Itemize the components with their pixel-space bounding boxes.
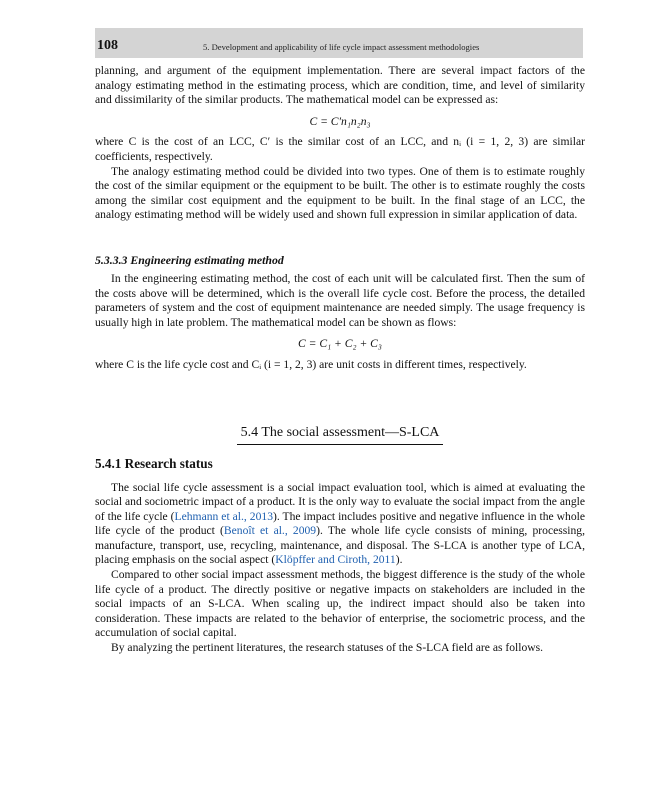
subsubsection-heading: 5.3.3.3 Engineering estimating method (95, 252, 284, 267)
analogy-paragraph-1: planning, and argument of the equipment implementation. There are several impact factors of the analogy estimating method in the estimating process, which are condition, time, and level of similarity and dissimilarity of the similar products. The mathematical model can be expressed as: (95, 64, 585, 107)
citation-klopffer[interactable]: Klöpffer and Ciroth, 2011 (275, 553, 396, 567)
section-heading-wrap (95, 423, 585, 445)
equation-engineering: C = C₁ + C₂ + C₃ (298, 337, 382, 351)
slca-paragraph-2: Compared to other social impact assessment methods, the biggest difference is the study of the whole life cycle of a product. The directly positive or negative impacts on stakeholders are included in the social impacts of an S-LCA. When scaling up, the indirect impact should also be taken into consideration. These impacts are related to the behavior of enterprise, the sociometric process, and the accumulation of social capital. (95, 568, 585, 640)
engineering-paragraph-1: In the engineering estimating method, the cost of each unit will be calculated first. Then the sum of the costs above will be determined, which is the overall life cycle cost. Before the process, the detailed parameters of system and the cost of equipment maintenance are needed simply. The usage frequency is usually high in late problem. The mathematical model can be shown as flows: (95, 271, 585, 329)
slca-paragraph-1 (95, 481, 585, 569)
analogy-paragraph-3: The analogy estimating method could be divided into two types. One of them is to estimate roughly the cost of the similar equipment or the equipment to be built. The other is to estimate roughly the costs among the similar cost equipment and the equipment to be built. In the final stage of an LCC, the analogy estimating method will be widely used and shown full expression in similar application of data. (95, 164, 585, 222)
section-heading: 5.4 The social assessment—S-LCA (237, 425, 444, 445)
slca-text-c: ). The whole life cycle consists of mining, processing, manufacture, transport, use, recycling, maintenance, and disposal. The S-LCA is another type of LCA, placing emphasis on the social aspect ( (95, 524, 585, 567)
citation-benoit[interactable]: Benoît et al., 2009 (223, 524, 317, 538)
slca-text-b: ). The impact includes positive and negative influence in the whole life cycle of the product ( (95, 509, 585, 538)
engineering-paragraph-2: where C is the life cycle cost and Cᵢ (i = 1, 2, 3) are unit costs in different times, respectively. (95, 357, 527, 371)
running-header (95, 28, 583, 58)
slca-text-a: The social life cycle assessment is a social impact evaluation tool, which is aimed at evaluating the social and sociometric impact of a product. It is the only way to evaluate the social impact from the angle of the life cycle ( (95, 480, 585, 523)
running-title: 5. Development and applicability of life cycle impact assessment methodologies (203, 42, 480, 52)
page-body (95, 64, 585, 656)
citation-lehmann[interactable]: Lehmann et al., 2013 (174, 509, 273, 523)
equation-analogy: C = C′n₁n₂n₃ (309, 114, 371, 128)
slca-paragraph-3: By analyzing the pertinent literatures, the research statuses of the S-LCA field are as follows. (111, 641, 544, 655)
analogy-paragraph-2: where C is the cost of an LCC, C′ is the similar cost of an LCC, and nᵢ (i = 1, 2, 3) are similar coefficients, respectively. (95, 135, 585, 163)
page-number: 108 (97, 38, 118, 53)
subsection-heading: 5.4.1 Research status (95, 455, 213, 471)
slca-text-d: ). (395, 553, 403, 567)
